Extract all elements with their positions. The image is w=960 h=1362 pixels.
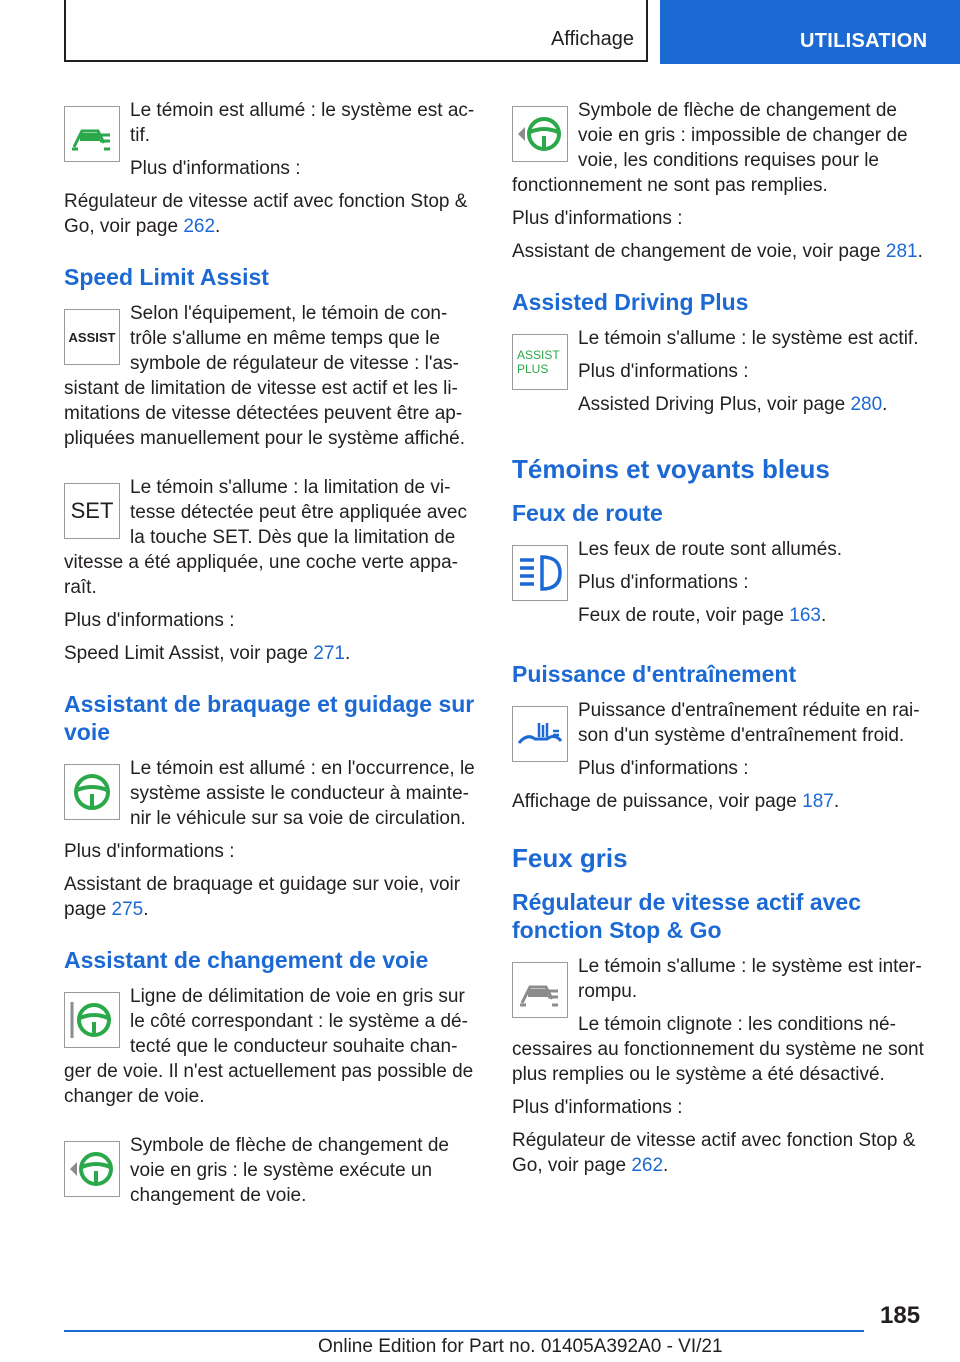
assist-icon-label: ASSIST xyxy=(68,329,116,345)
header-section-title: Affichage xyxy=(550,28,634,50)
ref-end: . xyxy=(833,791,840,812)
assisted-plus-text: Le témoin s'allume : le système est actif. xyxy=(578,328,919,349)
steering-text: Le témoin est allumé : en l'occurrence, le système assiste le conducteur à mainte-nir le véhicule sur sa voie de circulation. xyxy=(130,758,475,829)
drive-power-ref-text: Affichage de puissance, voir page xyxy=(512,791,803,812)
assisted-plus-ref xyxy=(512,392,928,417)
lane-change-block xyxy=(64,984,480,1117)
ref-end: . xyxy=(820,605,827,626)
right-column xyxy=(512,98,928,1186)
acc-active-ref xyxy=(64,189,480,239)
blue-lights-heading: Témoins et voyants bleus xyxy=(512,454,830,484)
set-block xyxy=(64,475,480,608)
high-beam-heading: Feux de route xyxy=(512,500,663,526)
speed-limit-text: Selon l'équipement, le témoin de con-trôle s'allume en même temps que le symbole de régulateur de vitesse : l'as-sistant de limitation de vitesse est actif et les li-mitations de vitesse détectées peuvent être ap-pliquées manuellement pour le système affiché. xyxy=(64,303,465,449)
acc-grey-heading: Régulateur de vitesse actif avec fonction Stop & Go xyxy=(512,889,861,943)
set-icon xyxy=(64,483,120,539)
set-text: Le témoin s'allume : la limitation de vi-tesse détectée peut être appliquée avec la touche SET. Dès que la limitation de vitesse a été appliquée, une coche verte appa-raît. xyxy=(64,477,467,598)
acc-grey-text1: Le témoin s'allume : le système est inter-rompu. xyxy=(578,956,922,1002)
lane-arrow-page-link[interactable]: 281 xyxy=(885,241,918,262)
assisted-plus-ref-text: Assisted Driving Plus, voir page xyxy=(578,394,851,415)
lane-line-steering-icon xyxy=(64,992,120,1048)
set-icon-label: SET xyxy=(70,498,114,523)
steering-block xyxy=(64,756,480,839)
drive-power-heading: Puissance d'entraînement xyxy=(512,661,797,687)
acc-grey-text2: Le témoin clignote : les conditions né-cessaires au fonctionnement du système ne sont plus remplies ou le système a été désactivé. xyxy=(512,1014,924,1085)
steering-more: Plus d'informations : xyxy=(64,841,235,862)
steering-heading: Assistant de braquage et guidage sur voie xyxy=(64,691,475,745)
acc-grey-more: Plus d'informations : xyxy=(512,1097,683,1118)
speed-limit-ref xyxy=(64,641,480,666)
assisted-plus-page-link[interactable]: 280 xyxy=(850,394,883,415)
acc-active-page-link[interactable]: 262 xyxy=(183,216,216,237)
acc-active-ref-text: Régulateur de vitesse actif avec fonction Stop & Go, voir page xyxy=(64,191,468,237)
acc-grey-block xyxy=(512,954,928,1095)
high-beam-ref xyxy=(512,603,928,628)
lane-arrow-ref-text: Assistant de changement de voie, voir page xyxy=(512,241,886,262)
acc-grey-ref xyxy=(512,1128,928,1178)
ref-end: . xyxy=(344,643,351,664)
lane-change-heading: Assistant de changement de voie xyxy=(64,947,429,973)
speed-limit-more: Plus d'informations : xyxy=(64,610,235,631)
steering-page-link[interactable]: 275 xyxy=(111,899,144,920)
lane-arrow-steering-icon xyxy=(512,106,568,162)
cold-drive-icon xyxy=(512,706,568,762)
ref-end: . xyxy=(882,394,888,415)
assist-plus-line1: ASSIST xyxy=(517,348,560,362)
ref-end: . xyxy=(215,216,221,237)
page-number: 185 xyxy=(880,1302,921,1329)
high-beam-page-link[interactable]: 163 xyxy=(789,605,821,626)
acc-green-icon xyxy=(64,106,120,162)
lane-arrow-steering-icon xyxy=(64,1141,120,1197)
header-section-box xyxy=(64,0,648,62)
assist-plus-line2: PLUS xyxy=(517,362,549,376)
steering-wheel-green-icon xyxy=(64,764,120,820)
lane-change-arrow-block xyxy=(64,1133,480,1216)
drive-power-block xyxy=(512,698,928,789)
drive-power-ref xyxy=(512,789,928,814)
high-beam-icon xyxy=(512,545,568,601)
lane-change-text: Ligne de délimitation de voie en gris sur le côté correspondant : le système a dé-tecté que le conducteur souhaite chan-ger de voie. Il n'est actuellement pas possible de changer de voie. xyxy=(64,986,474,1107)
acc-grey-page-link[interactable]: 262 xyxy=(631,1155,664,1176)
lane-arrow-impossible-block xyxy=(512,98,928,206)
header-chapter-title: UTILISATION xyxy=(800,30,928,52)
speed-limit-page-link[interactable]: 271 xyxy=(313,643,345,664)
acc-grey-icon xyxy=(512,962,568,1018)
drive-power-text: Puissance d'entraînement réduite en rai-son d'un système d'entraînement froid. xyxy=(578,700,920,746)
grey-lights-heading: Feux gris xyxy=(512,843,628,873)
speed-limit-ref-text: Speed Limit Assist, voir page xyxy=(64,643,314,664)
ref-end: . xyxy=(663,1155,669,1176)
drive-power-page-link[interactable]: 187 xyxy=(802,791,834,812)
high-beam-ref-text: Feux de route, voir page xyxy=(578,605,790,626)
high-beam-text: Les feux de route sont allumés. xyxy=(578,539,843,560)
ref-end: . xyxy=(143,899,149,920)
acc-active-text: Le témoin est allumé : le système est ac-tif. xyxy=(130,100,475,146)
steering-ref-text: Assistant de braquage et guidage sur voie, voir page xyxy=(64,874,461,920)
lane-change-arrow-text: Symbole de flèche de changement de voie en gris : le système exécute un changement de voie. xyxy=(130,1135,449,1206)
assisted-plus-block xyxy=(512,326,928,425)
left-column xyxy=(64,98,480,1216)
ref-end: . xyxy=(917,241,923,262)
header-chapter-box xyxy=(660,0,960,64)
steering-ref xyxy=(64,872,480,922)
speed-limit-heading: Speed Limit Assist xyxy=(64,264,269,290)
acc-active-block xyxy=(64,98,480,189)
high-beam-block xyxy=(512,537,928,636)
assisted-plus-more: Plus d'informations : xyxy=(578,361,749,382)
assisted-plus-heading: Assisted Driving Plus xyxy=(512,289,749,315)
drive-power-more: Plus d'informations : xyxy=(578,758,749,779)
edition-note: Online Edition for Part no. 01405A392A0 - VI/21 xyxy=(318,1336,723,1357)
high-beam-more: Plus d'informations : xyxy=(578,572,749,593)
lane-arrow-impossible-text: Symbole de flèche de changement de voie en gris : impossible de changer de voie, les conditions requises pour le fonctionnement ne sont pas remplies. xyxy=(512,100,908,196)
speed-limit-block xyxy=(64,301,480,459)
lane-arrow-ref xyxy=(512,239,928,264)
acc-grey-ref-text: Régulateur de vitesse actif avec fonction Stop & Go, voir page xyxy=(512,1130,916,1176)
footer-divider xyxy=(64,1330,864,1332)
lane-arrow-more: Plus d'informations : xyxy=(512,208,683,229)
acc-active-more: Plus d'informations : xyxy=(130,158,301,179)
assist-plus-icon xyxy=(512,334,568,390)
assist-icon xyxy=(64,309,120,365)
